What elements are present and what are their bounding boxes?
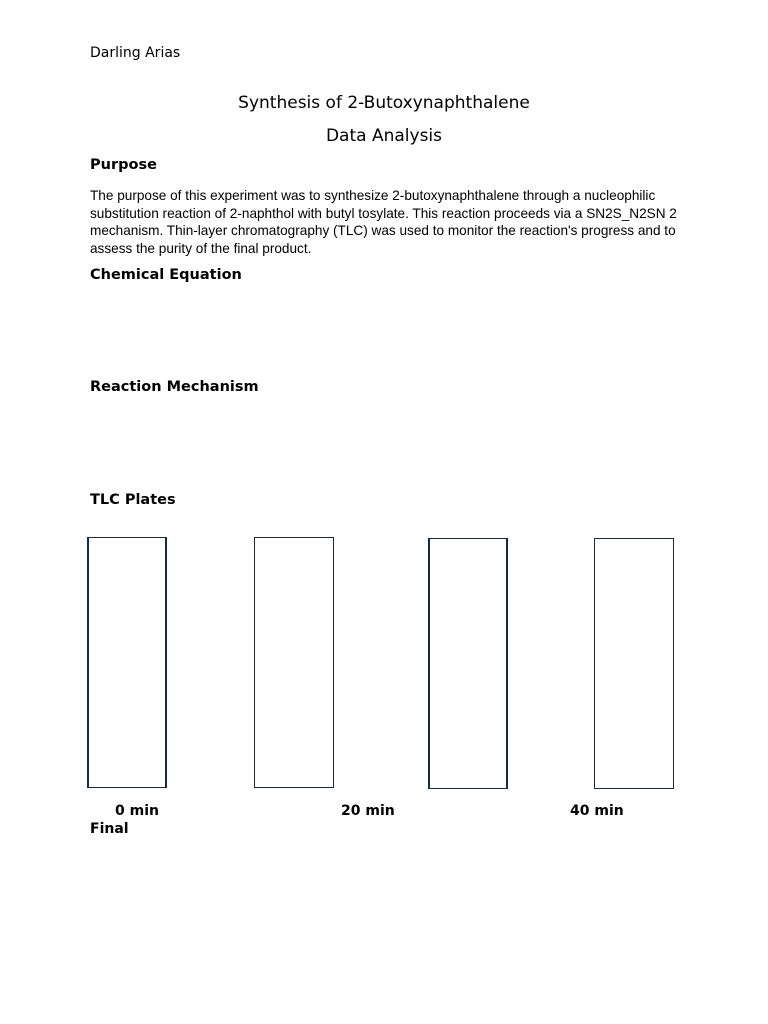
purpose-paragraph: The purpose of this experiment was to synthesize 2-butoxynaphthalene through a nucleophilic substitution reaction of 2-naphthol with butyl tosylate. This reaction proceeds via a SN2S_N2SN 2 mechanism. Thin-layer chromatography (TLC) was used to monitor the reaction's progress and to assess the purity of the final product. [90,188,677,256]
tlc-label-40-min: 40 min [570,803,624,819]
chemical-equation-heading: Chemical Equation [90,267,242,283]
tlc-label-0-min: 0 min [115,803,159,819]
document-title: Synthesis of 2-Butoxynaphthalene [238,93,530,113]
purpose-heading: Purpose [90,157,157,173]
tlc-plate-40-min [428,538,508,789]
tlc-plate-20-min [254,537,334,788]
tlc-plates-heading: TLC Plates [90,492,176,508]
author-name: Darling Arias [90,45,181,61]
tlc-plate-final [594,538,674,789]
tlc-label-final: Final [90,821,129,837]
document-subtitle: Data Analysis [325,126,443,146]
tlc-label-20-min: 20 min [341,803,395,819]
tlc-plate-0-min [87,537,167,788]
reaction-mechanism-heading: Reaction Mechanism [90,379,259,395]
